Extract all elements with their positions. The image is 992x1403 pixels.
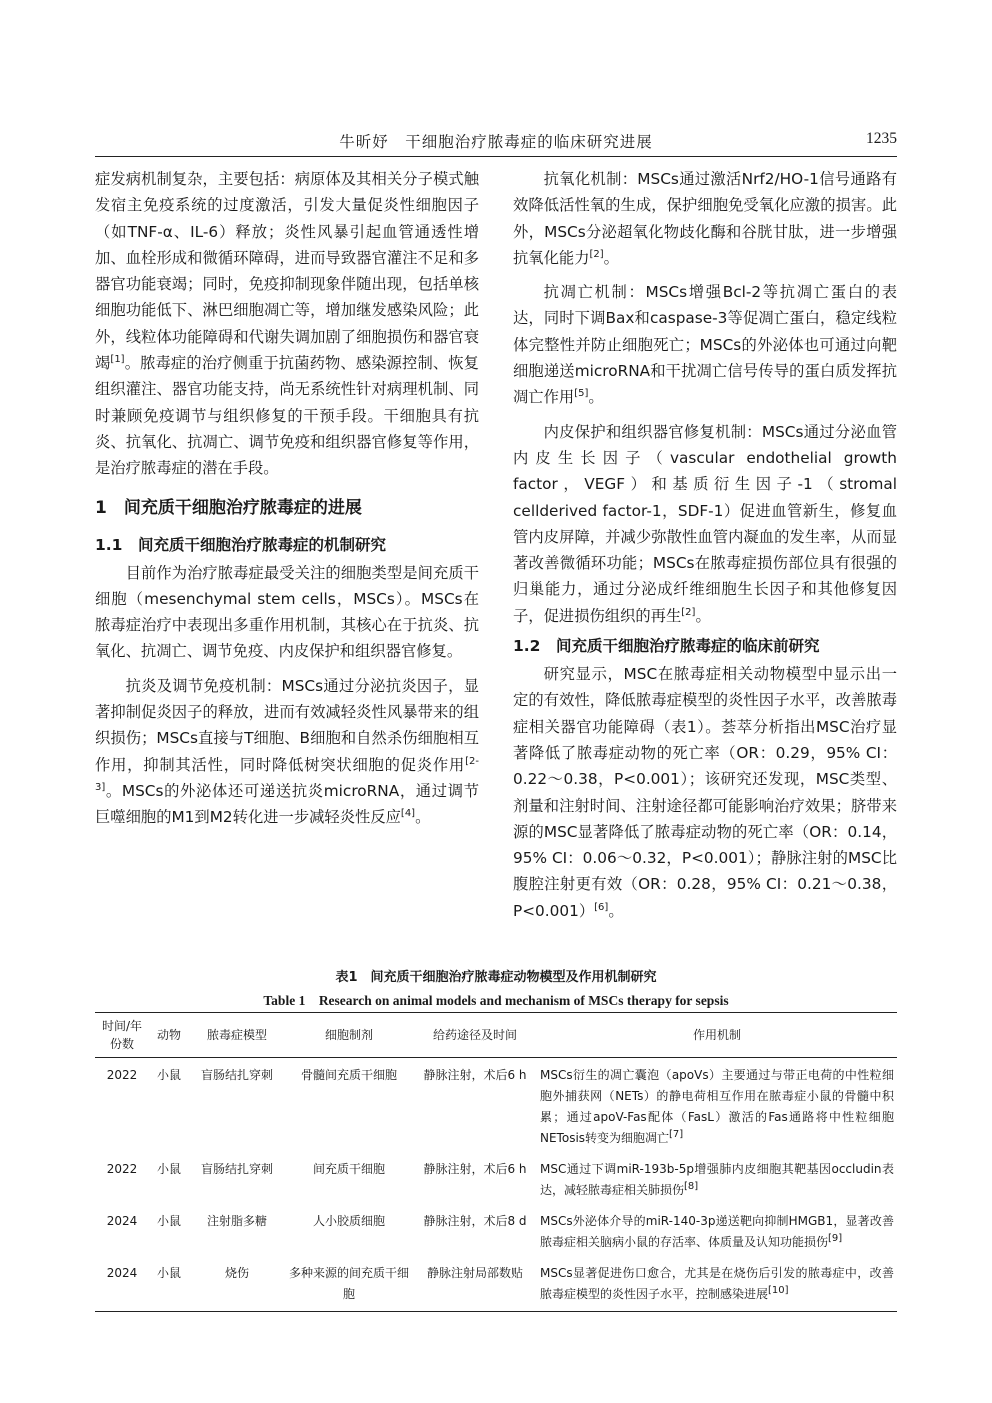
paragraph: 抗氧化机制：MSCs通过激活Nrf2/HO-1信号通路有效降低活性氧的生成，保护细胞免受氧化应激的损害。此外，MSCs分泌超氧化物歧化酶和谷胱甘肽，进一步增强抗氧化能力[2]。	[513, 170, 897, 267]
citation: [2]	[589, 248, 604, 260]
column-header: 细胞制剂	[285, 1013, 413, 1058]
table-row	[95, 1152, 897, 1204]
paragraph: 抗凋亡机制：MSCs增强Bcl-2等抗凋亡蛋白的表达，同时下调Bax和caspase-3等促凋亡蛋白，稳定线粒体完整性并防止细胞死亡；MSCs的外泌体也可通过向靶细胞递送microRNA和干扰凋亡信号传导的蛋白质发挥抗凋亡作用[5]。	[513, 283, 897, 407]
table-caption-en: Table 1 Research on animal models and mechanism of MSCs therapy for sepsis	[263, 993, 729, 1008]
table-cell: 小鼠	[149, 1256, 189, 1312]
section-heading: 1 间充质干细胞治疗脓毒症的进展	[95, 497, 362, 518]
table-caption-cn: 表1 间充质干细胞治疗脓毒症动物模型及作用机制研究	[335, 970, 657, 985]
table-cell: MSC通过下调miR-193b-5p增强肺内皮细胞其靶基因occludin表达，减轻脓毒症相关肺损伤[8]	[540, 1162, 894, 1197]
column-header: 脓毒症模型	[189, 1013, 285, 1058]
table-row	[95, 1058, 897, 1153]
table-row	[95, 1204, 897, 1256]
table-header-row	[95, 1013, 897, 1058]
table-cell: 静脉注射，术后8 d	[423, 1214, 527, 1228]
paragraph: 症发病机制复杂，主要包括：病原体及其相关分子模式触发宿主免疫系统的过度激活，引发大量促炎性细胞因子（如TNF-α、IL-6）释放；炎性风暴引起血管通透性增加、血栓形成和微循环障碍，进而导致器官灌注不足和多器官功能衰竭；同时，免疫抑制现象伴随出现，包括单核细胞功能低下、淋巴细胞凋亡等，增加继发感染风险；此外，线粒体功能障碍和代谢失调加剧了细胞损伤和器官衰竭[1]。脓毒症的治疗侧重于抗菌药物、感染源控制、恢复组织灌注、器官功能支持，尚无系统性针对病理机制、同时兼顾免疫调节与组织修复的干预手段。干细胞具有抗炎、抗氧化、抗凋亡、调节免疫和组织器官修复等作用，是治疗脓毒症的潜在手段。	[95, 170, 479, 478]
column-header: 作用机制	[537, 1013, 897, 1058]
citation: [2]	[681, 606, 696, 618]
table-cell: 小鼠	[156, 1068, 181, 1082]
running-title: 牛昕妤 干细胞治疗脓毒症的临床研究进展	[339, 133, 653, 151]
right-column	[513, 166, 897, 924]
left-column	[95, 166, 479, 831]
table-cell: 2024	[106, 1214, 138, 1228]
citation: [6]	[594, 901, 609, 913]
table-cell: 烧伤	[189, 1256, 285, 1312]
paragraph: 内皮保护和组织器官修复机制：MSCs通过分泌血管内皮生长因子（vascular endothelial growth factor，VEGF）和基质衍生因子-1（stromal cellderived factor-1，SDF-1）促进血管新生，修复血管内皮屏障，并减少弥散性血管内凝血的发生率，从而显著改善微循环功能；MSCs在脓毒症损伤部位具有很强的归巢能力，通过分泌成纤维细胞生长因子和其他修复因子，促进损伤组织的再生[2]。	[513, 422, 897, 625]
citation: [9]	[828, 1233, 843, 1244]
table-cell: MSCs外泌体介导的miR-140-3p递送靶向抑制HMGB1，显著改善脓毒症相关脑病小鼠的存活率、体质量及认知功能损伤[9]	[540, 1214, 894, 1249]
paragraph: 目前作为治疗脓毒症最受关注的细胞类型是间充质干细胞（mesenchymal stem cells，MSCs）。MSCs在脓毒症治疗中表现出多重作用机制，其核心在于抗炎、抗氧化、抗凋亡、调节免疫、内皮保护和组织器官修复。	[95, 563, 479, 661]
table-cell: 静脉注射，术后6 h	[423, 1162, 527, 1176]
subsection-heading: 1.1 间充质干细胞治疗脓毒症的机制研究	[95, 535, 386, 554]
data-table	[95, 1012, 897, 1312]
table-cell: 小鼠	[156, 1162, 181, 1176]
table-cell: 人小胶质细胞	[312, 1214, 385, 1228]
table-cell: 间充质干细胞	[312, 1162, 385, 1176]
table-cell: 2022	[106, 1068, 138, 1082]
citation: [4]	[400, 808, 416, 820]
table-cell: 2022	[106, 1162, 138, 1176]
table-cell: 2024	[95, 1256, 149, 1312]
table-cell: MSCs显著促进伤口愈合，尤其是在烧伤后引发的脓毒症中，改善脓毒症模型的炎性因子水平，控制感染进展[10]	[537, 1256, 897, 1312]
subsection-heading: 1.2 间充质干细胞治疗脓毒症的临床前研究	[513, 637, 820, 656]
column-header: 动物	[149, 1013, 189, 1058]
table-row	[95, 1256, 897, 1312]
table-cell: 静脉注射局部数贴	[413, 1256, 537, 1312]
column-header: 给药途径及时间	[413, 1013, 537, 1058]
column-header: 时间/年份数	[95, 1013, 149, 1058]
page-number: 1235	[866, 130, 897, 147]
citation: [2-3]	[95, 755, 479, 793]
citation: [5]	[574, 388, 589, 400]
citation: [1]	[110, 353, 125, 365]
table-cell: 骨髓间充质干细胞	[300, 1068, 397, 1082]
table-cell: 小鼠	[156, 1214, 181, 1228]
table-cell: 盲肠结扎穿刺	[200, 1162, 273, 1176]
citation: [7]	[669, 1129, 684, 1140]
table-cell: 静脉注射，术后6 h	[423, 1068, 527, 1082]
citation: [10]	[768, 1285, 789, 1296]
paragraph: 抗炎及调节免疫机制：MSCs通过分泌抗炎因子，显著抑制促炎因子的释放，进而有效减轻炎性风暴带来的组织损伤；MSCs直接与T细胞、B细胞和自然杀伤细胞相互作用，抑制其活性，同时降低树突状细胞的促炎作用[2-3]。MSCs的外泌体还可递送抗炎microRNA，通过调节巨噬细胞的M1到M2转化进一步减轻炎性反应[4]。	[95, 676, 479, 827]
table-cell: MSCs衍生的凋亡囊泡（apoVs）主要通过与带正电荷的中性粒细胞外捕获网（NETs）的静电荷相互作用在脓毒症小鼠的骨髓中积累；通过apoV-Fas配体（FasL）激活的Fas通路将中性粒细胞NETosis转变为细胞凋亡[7]	[540, 1068, 894, 1145]
running-header	[95, 128, 897, 157]
paragraph: 研究显示，MSC在脓毒症相关动物模型中显示出一定的有效性，降低脓毒症模型的炎性因子水平，改善脓毒症相关器官功能障碍（表1）。荟萃分析指出MSC治疗显著降低了脓毒症动物的死亡率（OR：0.29，95% CI：0.22～0.38，P<0.001）；该研究还发现，MSC类型、剂量和注射时间、注射途径都可能影响治疗效果；脐带来源的MSC显著降低了脓毒症动物的死亡率（OR：0.14，95% CI：0.06～0.32，P<0.001）；静脉注射的MSC比腹腔注射更有效（OR：0.28，95% CI：0.21～0.38，P<0.001）[6]。	[513, 665, 897, 920]
table-cell: 盲肠结扎穿刺	[200, 1068, 273, 1082]
citation: [8]	[684, 1181, 699, 1192]
table-cell: 注射脂多糖	[206, 1214, 267, 1228]
table-cell: 多种来源的间充质干细胞	[285, 1256, 413, 1312]
